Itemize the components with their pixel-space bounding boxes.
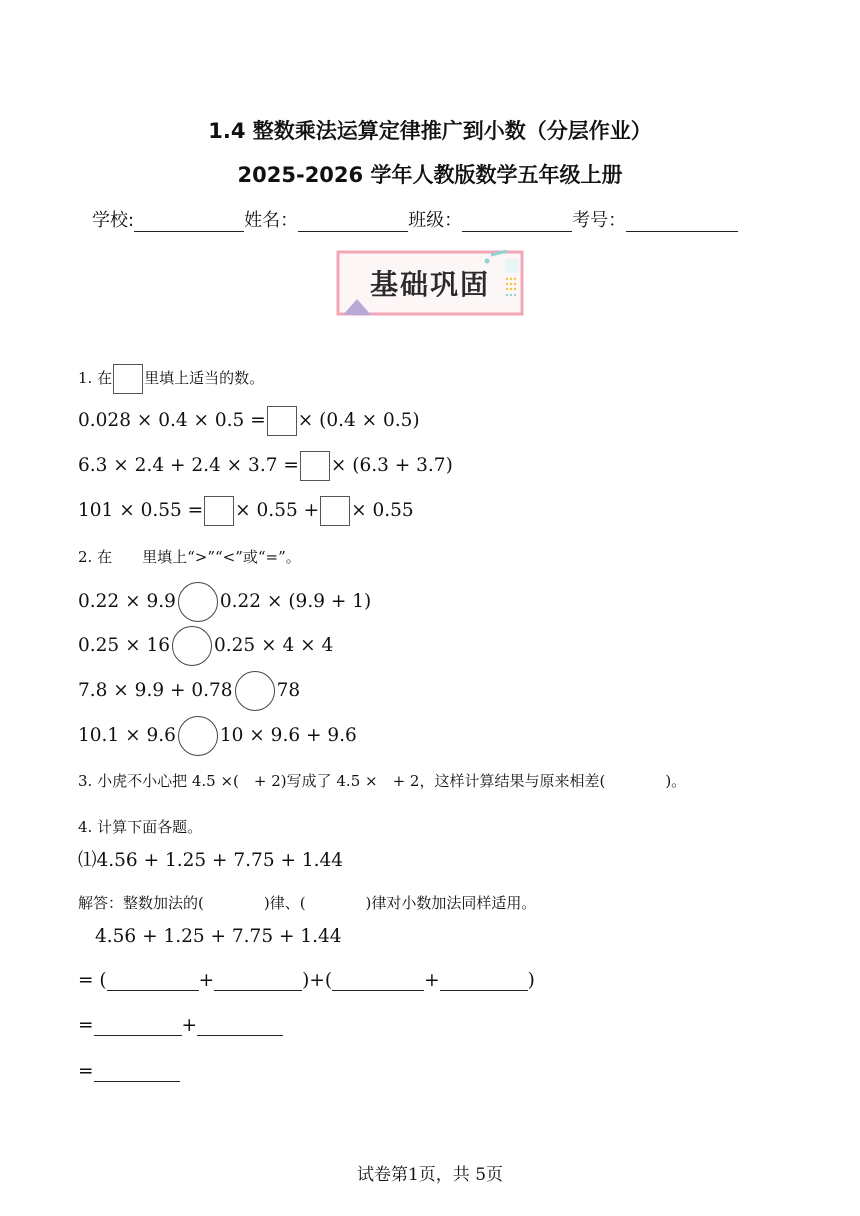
q2-row-4 — [78, 716, 357, 756]
school-label: 学校: — [92, 210, 135, 231]
answer-box[interactable] — [300, 451, 330, 481]
q4-expression: 4.56 + 1.25 + 7.75 + 1.44 — [95, 926, 342, 947]
q1-prompt-end: 里填上适当的数。 — [144, 369, 265, 387]
q1-line-1 — [78, 406, 420, 436]
plus-sign: + — [424, 970, 440, 991]
compare-circle[interactable] — [172, 626, 212, 666]
q2-row-4-left: 10.1 × 9.6 — [78, 725, 176, 746]
paren-join: )+( — [302, 970, 333, 991]
q1-line-3-left: 101 × 0.55 = — [78, 500, 204, 521]
q4-prompt: 4. 计算下面各题。 — [78, 818, 203, 836]
q2-row-2 — [78, 626, 333, 666]
answer-blank[interactable] — [94, 1063, 180, 1082]
q2-prompt: 2. 在 里填上“>”“<”或“=”。 — [78, 548, 301, 566]
q2-row-3-left: 7.8 × 9.9 + 0.78 — [78, 680, 233, 701]
q4-step-3 — [78, 1061, 180, 1082]
q2-row-1-right: 0.22 × (9.9 + 1) — [219, 591, 372, 612]
name-field[interactable] — [298, 213, 408, 232]
class-field[interactable] — [462, 213, 572, 232]
answer-box[interactable] — [320, 496, 350, 526]
plus-sign: + — [198, 970, 215, 991]
compare-circle[interactable] — [235, 671, 275, 711]
q1-line-1-right: × (0.4 × 0.5) — [297, 410, 420, 431]
page-title: 1.4 整数乘法运算定律推广到小数（分层作业） — [208, 119, 652, 143]
answer-box-sample — [113, 364, 143, 394]
answer-blank[interactable] — [94, 1017, 182, 1036]
q2-row-4-right: 10 × 9.6 + 9.6 — [219, 725, 357, 746]
page-subtitle: 2025-2026 学年人教版数学五年级上册 — [237, 163, 623, 187]
q1-prompt-start: 1. 在 — [78, 369, 113, 387]
q2-row-2-right: 0.25 × 4 × 4 — [214, 635, 334, 656]
q4-sub1: ⑴4.56 + 1.25 + 7.75 + 1.44 — [78, 850, 344, 871]
q2-row-1-left: 0.22 × 9.9 — [78, 591, 176, 612]
compare-circle[interactable] — [178, 716, 218, 756]
school-field[interactable] — [134, 213, 244, 232]
q1-line-2-left: 6.3 × 2.4 + 2.4 × 3.7 = — [78, 455, 299, 476]
info-line — [92, 206, 738, 232]
equals-sign: = — [78, 1061, 94, 1082]
banner-label: 基础巩固 — [369, 268, 490, 301]
q1-line-2 — [78, 451, 453, 481]
exam-number-field[interactable] — [626, 213, 738, 232]
q2-row-2-left: 0.25 × 16 — [78, 635, 170, 656]
paren-open: ( — [99, 970, 107, 991]
page-footer: 试卷第1页，共 5页 — [356, 1165, 504, 1185]
q3-text: 3. 小虎不小心把 4.5 ×( + 2)写成了 4.5 × + 2，这样计算结果与原来相差( )。 — [78, 772, 687, 790]
answer-box[interactable] — [267, 406, 297, 436]
q1-line-3-right: × 0.55 — [351, 500, 414, 521]
section-banner — [335, 249, 525, 319]
q1-line-1-left: 0.028 × 0.4 × 0.5 = — [78, 410, 266, 431]
equals-sign: = — [78, 1015, 94, 1036]
q1-line-3 — [78, 496, 414, 526]
name-label: 姓名： — [244, 210, 299, 231]
q4-step-2 — [78, 1015, 283, 1036]
q2-row-3-right: 78 — [276, 680, 301, 701]
q1-line-2-right: × (6.3 + 3.7) — [330, 455, 453, 476]
plus-sign: + — [181, 1015, 198, 1036]
q2-row-1 — [78, 582, 371, 622]
answer-blank[interactable] — [197, 1017, 283, 1036]
answer-blank[interactable] — [214, 972, 302, 991]
q2-row-3 — [78, 671, 300, 711]
class-label: 班级： — [408, 210, 463, 231]
answer-box[interactable] — [204, 496, 234, 526]
compare-circle[interactable] — [178, 582, 218, 622]
q4-answer-intro: 解答：整数加法的( )律、( )律对小数加法同样适用。 — [78, 894, 537, 912]
q1-line-3-mid: × 0.55 + — [235, 500, 320, 521]
equals-sign: = — [78, 970, 94, 991]
answer-blank[interactable] — [440, 972, 528, 991]
paren-close: ) — [527, 970, 535, 991]
exam-number-label: 考号： — [572, 210, 627, 231]
answer-blank[interactable] — [107, 972, 199, 991]
answer-blank[interactable] — [332, 972, 424, 991]
q1-prompt — [78, 364, 264, 394]
q4-step-1 — [78, 970, 535, 991]
